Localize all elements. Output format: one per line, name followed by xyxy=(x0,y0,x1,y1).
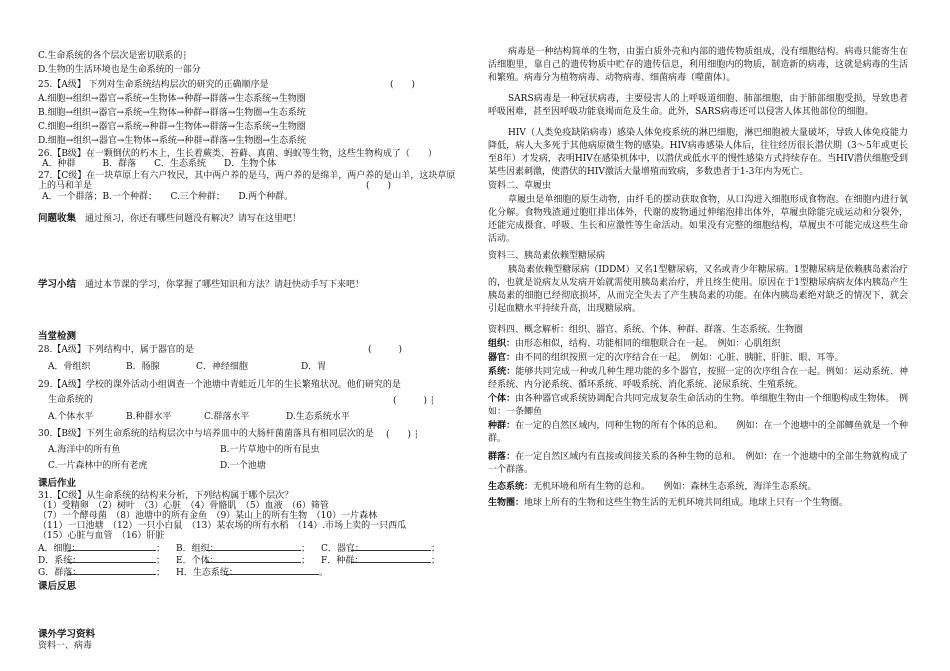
term-ecosystem: 生态系统： xyxy=(488,482,534,492)
definition-community: 群落：在一定自然区域内有直接或间接关系的各种生物的总和。 例如：在一个池塘中的全部生物就构成了一个群落。 xyxy=(488,452,908,475)
answer-label: D．系统： xyxy=(38,556,82,566)
q31-answer-row2: D．系统： ； E．个体： ； F．种群： ； xyxy=(38,553,440,568)
question-29-line1: 29.【A级】学校的课外活动小组调查一个池塘中青蛙近几年的生长繁殖状况。他们研究的是 xyxy=(38,380,401,390)
definition-population: 种群：在一定的自然区域内，同种生物的所有个体的总和。 例如：在一个池塘中的全部鲫鱼就是一个种群。 xyxy=(488,421,908,444)
material-2-title: 资料二、草履虫 xyxy=(488,181,552,191)
homework-title: 课后作业 xyxy=(38,478,77,489)
q29-option: B.种群水平 xyxy=(126,412,172,422)
term-population: 种群： xyxy=(488,421,516,431)
reflection-title: 课后反思 xyxy=(38,581,77,592)
answer-label: G．群落： xyxy=(38,568,82,578)
answer-label: B．组织： xyxy=(176,544,219,554)
q25-option-c: C.细胞→组织→器官→系统→种群→生物体→群落→生态系统→生物圈 xyxy=(38,122,306,132)
hiv-paragraph: HIV（人类免疫缺陷病毒）感染人体免疫系统的淋巴细胞，淋巴细胞被大量破坏，导致人体免疫能力降低，病人大多死于其他病原微生物的感染。HIV病毒感染人体后，往往经历很长潜伏期（3～5年或更长至8年）才发病，表明HIV在感染机体中，以潜伏或低水平的慢性感染方式持续存在。当HIV潜伏细胞受到某些因素刺激，使潜伏的HIV激活大量增殖而致病，多数患者于1-3年内为死亡。 xyxy=(488,128,908,177)
q28-option: C．神经细胞 xyxy=(196,362,248,372)
question-26: 26.【B级】在一颗倒伏的朽木上，生长着蕨类、苔藓、真菌、蚂蚁等生物，这些生物构成了（ ） xyxy=(38,149,437,159)
diabetes-paragraph: 胰岛素依赖型糖尿病（IDDM）又名1型糖尿病，又名或青少年糖尿病。1型糖尿病是依赖胰岛素治疗的，也就是说病友从发病开始就需使用胰岛素治疗，并且终生使用。原因在于1型糖尿病病友体内胰岛产生胰岛素的细胞已经彻底损坏，从而完全失去了产生胰岛素的功能。在体内胰岛素绝对缺乏的情况下，就会引起血糖水平持续升高，出现糖尿病。 xyxy=(488,265,908,314)
answer-blank-ecosystem[interactable] xyxy=(224,565,319,575)
q29-option: C.群落水平 xyxy=(204,412,250,422)
q30-options-row2 xyxy=(48,460,266,473)
q29-option: A.个体水平 xyxy=(48,412,94,422)
material-3-title: 资料三、胰岛素依赖型糖尿病 xyxy=(488,251,606,261)
q31-items-line3: （11）一口池塘 （12）一只小白鼠 （13）某农场的所有水稻 （14）.市场上卖的一只西瓜 xyxy=(38,521,407,531)
definition-ecosystem: 生态系统：无机环境和所有生物的总和。 例如：森林生态系统，海洋生态系统。 xyxy=(488,482,817,492)
q31-items-line2: （7）一个酵母菌 （8）池塘中的所有金鱼 （9）某山上的所有生物 （10）一片森林 xyxy=(38,511,378,521)
sars-paragraph: SARS病毒是一种冠状病毒，主要侵害人的上呼吸道细胞、肺部细胞，由于肺部细胞受损，导致患者呼吸困难，甚至因呼吸功能衰竭而危及生命。此外，SARS病毒还可以侵害人体其他部位的细胞。 xyxy=(488,94,908,117)
definition-biosphere: 生物圈：地球上所有的生物和这些生物生活的无机环境共同组成。地球上只有一个生物圈。 xyxy=(488,498,849,508)
question-25: 25.【A级】 下列对生命系统结构层次的研究的正确顺序是 ( ) xyxy=(38,80,416,90)
q31-answer-row1: A．细胞： ； B．组织： ； C．器官： ； xyxy=(38,541,440,556)
term-community: 群落： xyxy=(488,452,516,462)
q29-options xyxy=(48,411,350,424)
q29-answer-paren: ( ) ┆ xyxy=(393,396,435,406)
definition-organ: 器官：由不同的组织按照一定的次序结合在一起。 例如：心脏、胰脏、肝脏、眼、耳等。 xyxy=(488,353,844,363)
virus-paragraph: 病毒是一种结构简单的生物，由蛋白质外壳和内部的遗传物质组成，没有细胞结构。病毒只能寄生在活细胞里，靠自己的遗传物质中贮存的遗传信息，利用细胞内的物质，制造新的病毒，这就是病毒的生活和繁殖。病毒分为植物病毒、动物病毒、细菌病毒（噬菌体）。 xyxy=(488,47,908,83)
q30-option: B.一片草地中的所有昆虫 xyxy=(220,445,320,455)
summary-title: 学习小结 xyxy=(38,279,77,290)
term-biosphere: 生物圈： xyxy=(488,498,525,508)
q30-options-row1 xyxy=(48,444,319,457)
extra-material-title: 课外学习资料 xyxy=(38,629,96,640)
question-collection xyxy=(38,212,301,226)
q30-option: A.海洋中的所有鱼 xyxy=(48,445,121,455)
term-tissue: 组织： xyxy=(488,339,516,349)
q28-option: D．胃 xyxy=(301,362,327,372)
answer-blank-individual[interactable] xyxy=(206,553,301,563)
answer-blank-cell[interactable] xyxy=(68,541,156,551)
q27-answer-paren: ( ) xyxy=(366,181,392,191)
answer-label: E．个体： xyxy=(176,556,219,566)
question-29-line2: 生命系统的 ( ) ┆ xyxy=(48,395,435,406)
answer-blank-tissue[interactable] xyxy=(206,541,301,551)
learning-summary xyxy=(38,278,364,292)
q31-items-line1: （1）受精卵 （2）树叶 （3）心脏 （4）骨骼肌 （5）血液 （6）筛管 xyxy=(38,501,329,511)
q31-items-line4: （15）心脏与血管 （16）肝脏 xyxy=(38,531,165,541)
definition-individual: 个体：由各种器官或系统协调配合共同完成复杂生命活动的生物。单细胞生物由一个细胞构成生物体。 例如：一条鲫鱼 xyxy=(488,394,908,417)
summary-text: 通过本节课的学习，你掌握了哪些知识和方法？请赶快动手写下来吧！ xyxy=(85,280,365,290)
answer-blank-community[interactable] xyxy=(68,565,156,575)
question-31: 31.【C级】从生命系统的结构来分析，下列结构属于哪个层次？ xyxy=(38,491,294,501)
answer-blank-population[interactable] xyxy=(351,553,431,563)
paramecium-paragraph: 草履虫是单细胞的原生动物，由纤毛的摆动获取食物，从口沟进入细胞形成食物泡。在细胞内进行氧化分解。食物残渣通过胞肛排出体外，代谢的废物通过伸缩泡排出体外，草履虫除能完成运动和分裂外，还能完成摄食、呼吸、生长和应激性等生命活动。如果没有完整的细胞结构，草履虫不可能完成这些生命活动。 xyxy=(488,195,908,244)
q25-option-a: A.细胞→组织→器官→系统→生物体→种群→群落→生态系统→生物圈 xyxy=(38,94,306,104)
answer-label: A．细胞： xyxy=(38,544,81,554)
question-30: 30.【B级】下列生命系统的结构层次中与培养皿中的大肠杆菌菌落具有相同层次的是 ( ) ┆ xyxy=(38,429,419,440)
option-c-line: C.生命系统的各个层次是密切联系的┆ xyxy=(38,51,188,61)
q25-option-d: D.细胞→组织→器官→生物体→系统→种群→群落→生物圈→生态系统 xyxy=(38,136,307,146)
answer-label: F．种群： xyxy=(321,556,364,566)
q26-options: A．种群 B．群落 C．生态系统 D．生物个体 xyxy=(42,159,277,169)
check-title: 当堂检测 xyxy=(38,331,77,342)
collect-text: 通过预习，你还有哪些问题没有解决？请写在这里吧！ xyxy=(85,214,302,224)
q31-answer-row3: G．群落： ； H．生态系统： 。 xyxy=(38,565,328,580)
q28-option: A．骨组织 xyxy=(48,362,91,372)
q28-answer-paren: ( ) xyxy=(368,345,403,355)
question-28: 28.【A级】下列结构中，属于器官的是 ( ) xyxy=(38,345,403,355)
extra-material-item: 资料一、病毒 xyxy=(38,641,93,651)
q27-options: A．一个群落；B.一个种群； C.三个种群； D.两个种群。 xyxy=(42,192,294,202)
material-4-title: 资料四、概念解析：组织、器官、系统、个体、种群、群落、生态系统、生物圈 xyxy=(488,325,804,335)
answer-label: H．生态系统： xyxy=(176,568,238,578)
definition-system: 系统：能够共同完成一种或几种生理功能的多个器官，按照一定的次序组合在一起。例如：运动系统、神经系统、内分泌系统、循环系统、呼吸系统、消化系统、泌尿系统、生殖系统。 xyxy=(488,367,908,390)
option-d-line: D.生物的生活环境也是生命系统的一部分 xyxy=(38,65,201,75)
q28-options xyxy=(48,361,326,374)
q30-option: C.一片森林中的所有老虎 xyxy=(48,461,148,471)
q28-option: B．肠腺 xyxy=(126,362,160,372)
term-system: 系统： xyxy=(488,367,516,377)
term-individual: 个体： xyxy=(488,394,516,404)
q30-answer-paren: ( ) ┆ xyxy=(386,430,419,440)
question-27-line1: 27.【C级】在一块草原上有六户牧民，其中两户养的是马，两户养的是绵羊，两户养的是山羊，这块草原 xyxy=(38,171,456,181)
term-organ: 器官： xyxy=(488,353,516,363)
collect-title: 问题收集 xyxy=(38,213,77,224)
q30-option: D.一个池塘 xyxy=(220,461,266,471)
q25-answer-paren: ( ) xyxy=(390,80,416,90)
q25-option-b: B.细胞→组织→器官→系统→生物体→种群→群落→生物圈→生态系统 xyxy=(38,108,306,118)
q29-option: D.生态系统水平 xyxy=(286,412,350,422)
definition-tissue: 组织：由形态相似，结构、功能相同的细胞联合在一起。 例如：心肌组织 xyxy=(488,339,781,349)
question-27-line2: 上的马和羊是 ( ) xyxy=(38,181,392,191)
answer-label: C．器官： xyxy=(321,544,364,554)
answer-blank-system[interactable] xyxy=(68,553,156,563)
answer-blank-organ[interactable] xyxy=(351,541,431,551)
